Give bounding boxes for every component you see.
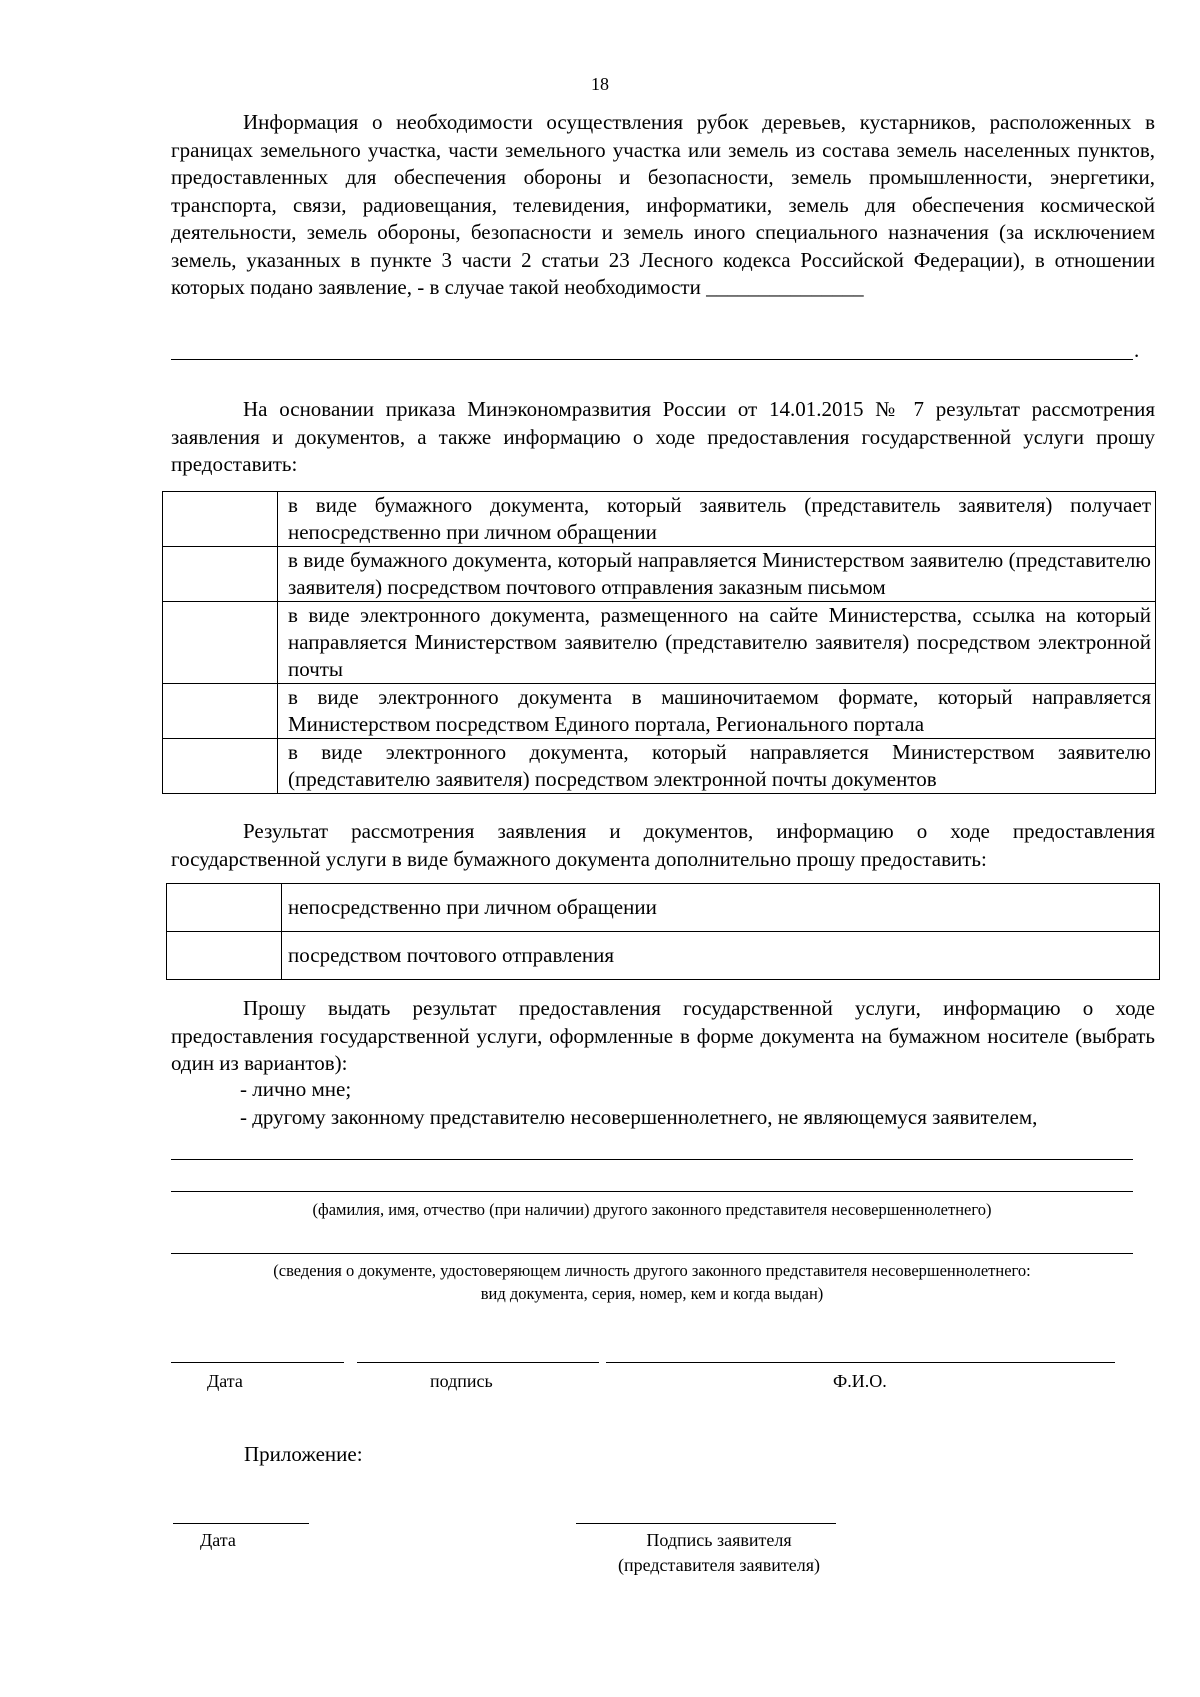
final-date-line[interactable]: [173, 1523, 309, 1524]
table-row: [163, 739, 1156, 794]
option-checkbox[interactable]: [163, 492, 278, 547]
final-signature-label: Подпись заявителя: [646, 1530, 792, 1550]
option-text: посредством почтового отправления: [282, 932, 1160, 980]
option-checkbox[interactable]: [167, 884, 282, 932]
representative-name-caption: (фамилия, имя, отчество (при наличии) другого законного представителя несовершеннолетнего): [312, 1200, 992, 1219]
table-row: [163, 492, 1156, 547]
attachment-label: Приложение:: [244, 1442, 363, 1466]
date-label: Дата: [207, 1371, 243, 1391]
representative-doc-line[interactable]: [171, 1253, 1133, 1254]
logging-paragraph: [171, 109, 1155, 302]
representative-doc-caption-2: вид документа, серия, номер, кем и когда выдан): [480, 1284, 824, 1303]
representative-line-2[interactable]: [171, 1191, 1133, 1192]
final-date-label: Дата: [200, 1530, 236, 1550]
delivery-options-table: [162, 491, 1156, 794]
option-personal: - лично мне;: [240, 1077, 352, 1101]
fio-line[interactable]: [606, 1362, 1115, 1363]
page-number: 18: [591, 74, 609, 94]
final-signature-line[interactable]: [576, 1523, 836, 1524]
table-row: [163, 602, 1156, 684]
signature-label: подпись: [430, 1371, 493, 1391]
logging-blank-end: .: [1134, 338, 1140, 362]
option-text: в виде электронного документа, который направляется Министерством заявителю (представителю заявителя) посредством электронной почты документов: [278, 739, 1156, 794]
option-checkbox[interactable]: [163, 739, 278, 794]
final-signature-sub: (представителя заявителя): [618, 1555, 820, 1575]
signature-line[interactable]: [357, 1362, 599, 1363]
table-row: [163, 547, 1156, 602]
option-checkbox[interactable]: [163, 684, 278, 739]
issue-paragraph: Прошу выдать результат предоставления государственной услуги, информацию о ходе предоставления государственной услуги, оформленные в форме документа на бумажном носителе (выбрать один из вариантов):: [171, 996, 1155, 1075]
representative-doc-caption-1: (сведения о документе, удостоверяющем личность другого законного представителя несовершеннолетнего:: [273, 1261, 1031, 1280]
table-row: [167, 884, 1160, 932]
logging-blank-line[interactable]: [171, 339, 1133, 360]
option-text: в виде электронного документа в машиночитаемом формате, который направляется Министерством посредством Единого портала, Регионального портала: [278, 684, 1156, 739]
option-checkbox[interactable]: [163, 547, 278, 602]
option-checkbox[interactable]: [167, 932, 282, 980]
table-row: [167, 932, 1160, 980]
logging-text: Информация о необходимости осуществления рубок деревьев, кустарников, расположенных в границах земельного участка, части земельного участка или земель из состава земель населенных пунктов, предоставленных для обеспечения обороны и безопасности, земель промышленности, энергетики, транспорта, связи, радиовещания, телевидения, информатики, земель для обеспечения космической деятельности, земель обороны, безопасности и земель иного специального назначения (за исключением земель, указанных в пункте 3 части 2 статьи 23 Лесного кодекса Российской Федерации), в отношении которых подано заявление, - в случае такой необходимости: [171, 110, 1155, 299]
table-row: [163, 684, 1156, 739]
option-text: в виде бумажного документа, который направляется Министерством заявителю (представителю заявителя) посредством почтового отправления заказным письмом: [278, 547, 1156, 602]
option-other-representative: - другому законному представителю несовершеннолетнего, не являющемуся заявителем,: [240, 1105, 1038, 1129]
paper-paragraph: Результат рассмотрения заявления и документов, информацию о ходе предоставления государственной услуги в виде бумажного документа дополнительно прошу предоставить:: [171, 819, 1155, 871]
fio-label: Ф.И.О.: [833, 1371, 887, 1391]
date-line[interactable]: [171, 1362, 344, 1363]
representative-line-1[interactable]: [171, 1159, 1133, 1160]
option-text: непосредственно при личном обращении: [282, 884, 1160, 932]
option-text: в виде бумажного документа, который заявитель (представитель заявителя) получает непосредственно при личном обращении: [278, 492, 1156, 547]
option-checkbox[interactable]: [163, 602, 278, 684]
option-text: в виде электронного документа, размещенного на сайте Министерства, ссылка на который направляется Министерством заявителю (представителю заявителя) посредством электронной почты: [278, 602, 1156, 684]
logging-blank[interactable]: _______________: [706, 275, 864, 299]
paper-options-table: [166, 883, 1160, 980]
order-paragraph: На основании приказа Минэкономразвития России от 14.01.2015 № 7 результат рассмотрения заявления и документов, а также информацию о ходе предоставления государственной услуги прошу предоставить:: [171, 397, 1155, 476]
